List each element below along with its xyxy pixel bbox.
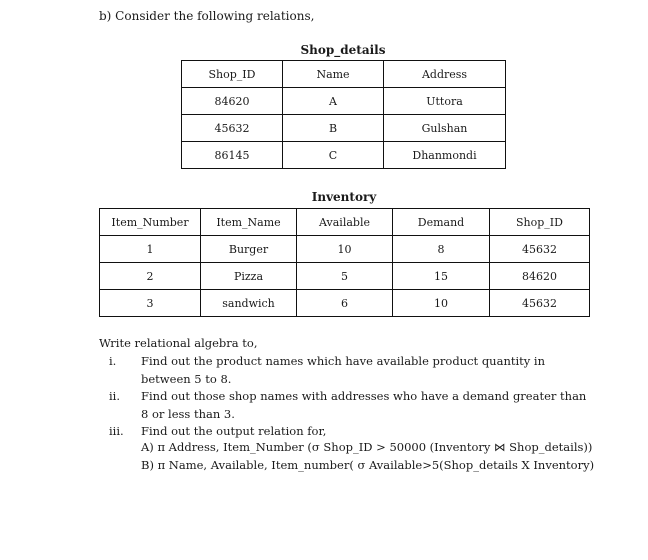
question-number: iii. [109, 424, 124, 438]
table-cell: 3 [100, 290, 201, 317]
column-header: Item_Number [100, 209, 201, 236]
table-cell: 84620 [182, 88, 283, 115]
table-row [182, 115, 506, 142]
table-row [100, 236, 590, 263]
table-cell: 1 [100, 236, 201, 263]
question-number: i. [109, 354, 117, 368]
table-cell: Uttora [384, 88, 506, 115]
question-text: Find out the product names which have available product quantity in between 5 to 8. [141, 354, 546, 386]
shop-details-table [181, 60, 506, 169]
question-number: ii. [109, 389, 121, 403]
shop-details-title: Shop_details [300, 43, 386, 57]
table-cell: 10 [297, 236, 393, 263]
table-cell: 2 [100, 263, 201, 290]
table-header-row [100, 209, 590, 236]
table-cell: 86145 [182, 142, 283, 169]
table-cell: 10 [393, 290, 490, 317]
table-cell: Dhanmondi [384, 142, 506, 169]
question-text: Find out the output relation for, [141, 424, 327, 438]
table-cell: B [283, 115, 384, 142]
table-cell: 45632 [490, 236, 590, 263]
column-header: Shop_ID [182, 61, 283, 88]
table-row [100, 290, 590, 317]
column-header: Name [283, 61, 384, 88]
table-cell: 6 [297, 290, 393, 317]
expression-a: A) π Address, Item_Number (σ Shop_ID > 50000 (Inventory ⋈ Shop_details)) [141, 440, 593, 454]
table-cell: C [283, 142, 384, 169]
table-header-row [182, 61, 506, 88]
table-cell: 8 [393, 236, 490, 263]
question-text: Find out those shop names with addresses who have a demand greater than 8 or less than 3. [141, 389, 587, 421]
table-cell: sandwich [201, 290, 297, 317]
table-cell: Gulshan [384, 115, 506, 142]
expression-b: B) π Name, Available, Item_number( σ Available>5(Shop_details X Inventory) [141, 458, 595, 472]
instruction-text: Write relational algebra to, [99, 336, 258, 350]
inventory-title: Inventory [311, 190, 377, 204]
table-cell: 15 [393, 263, 490, 290]
table-row [100, 263, 590, 290]
column-header: Item_Name [201, 209, 297, 236]
table-cell: 45632 [182, 115, 283, 142]
table-cell: Burger [201, 236, 297, 263]
table-cell: A [283, 88, 384, 115]
table-cell: Pizza [201, 263, 297, 290]
table-cell: 84620 [490, 263, 590, 290]
column-header: Demand [393, 209, 490, 236]
table-row [182, 142, 506, 169]
column-header: Address [384, 61, 506, 88]
inventory-table [99, 208, 590, 317]
column-header: Shop_ID [490, 209, 590, 236]
section-heading: b) Consider the following relations, [99, 9, 315, 23]
table-cell: 45632 [490, 290, 590, 317]
table-cell: 5 [297, 263, 393, 290]
column-header: Available [297, 209, 393, 236]
table-row [182, 88, 506, 115]
